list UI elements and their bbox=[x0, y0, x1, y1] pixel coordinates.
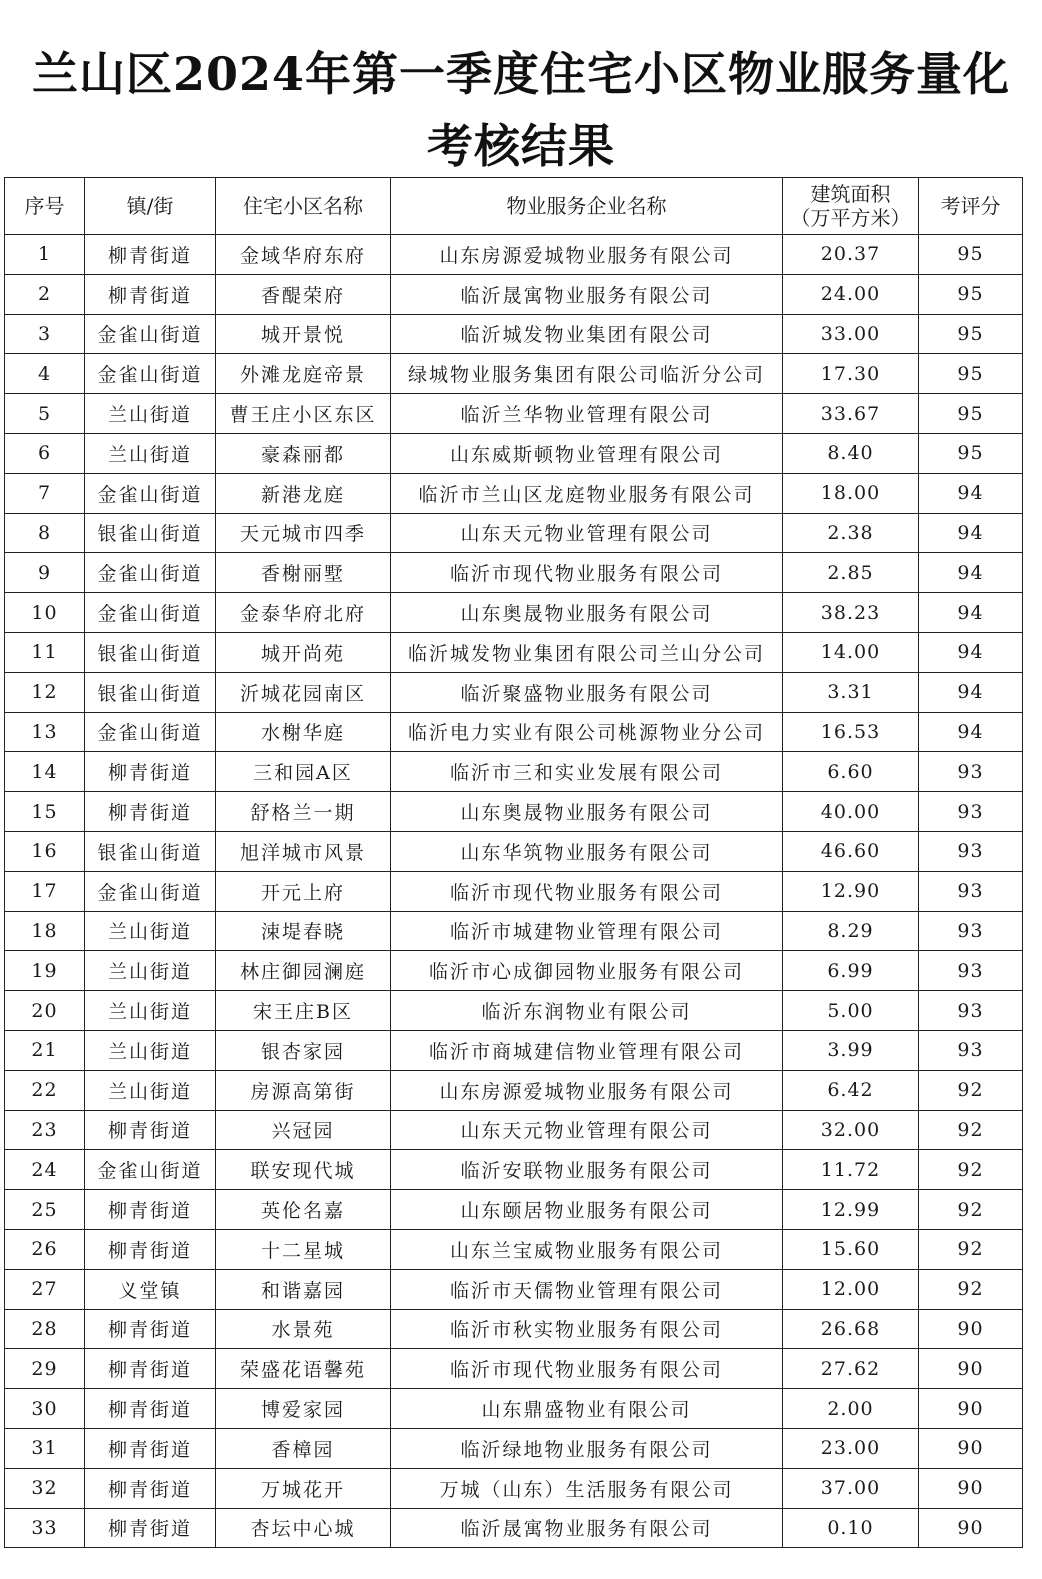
cell-seq: 18 bbox=[5, 911, 85, 951]
cell-score: 93 bbox=[919, 792, 1023, 832]
cell-street: 兰山街道 bbox=[85, 911, 216, 951]
cell-community: 十二星城 bbox=[216, 1229, 391, 1269]
table-row bbox=[5, 394, 1023, 434]
cell-area: 2.38 bbox=[783, 513, 919, 553]
table-row bbox=[5, 1508, 1023, 1548]
table-body bbox=[5, 235, 1023, 1548]
table-row bbox=[5, 911, 1023, 951]
cell-seq: 25 bbox=[5, 1190, 85, 1230]
cell-area: 38.23 bbox=[783, 593, 919, 633]
cell-score: 94 bbox=[919, 632, 1023, 672]
cell-community: 万城花开 bbox=[216, 1468, 391, 1508]
cell-area: 37.00 bbox=[783, 1468, 919, 1508]
cell-community: 天元城市四季 bbox=[216, 513, 391, 553]
cell-company: 山东鼎盛物业有限公司 bbox=[391, 1389, 783, 1429]
cell-community: 房源高第街 bbox=[216, 1070, 391, 1110]
cell-area: 33.00 bbox=[783, 314, 919, 354]
header-area bbox=[783, 178, 919, 235]
cell-area: 12.99 bbox=[783, 1190, 919, 1230]
cell-company: 山东颐居物业服务有限公司 bbox=[391, 1190, 783, 1230]
cell-street: 银雀山街道 bbox=[85, 672, 216, 712]
cell-seq: 2 bbox=[5, 274, 85, 314]
cell-area: 12.00 bbox=[783, 1269, 919, 1309]
cell-seq: 31 bbox=[5, 1428, 85, 1468]
cell-seq: 28 bbox=[5, 1309, 85, 1349]
cell-score: 95 bbox=[919, 394, 1023, 434]
table-row bbox=[5, 513, 1023, 553]
cell-score: 90 bbox=[919, 1389, 1023, 1429]
cell-company: 临沂市天儒物业管理有限公司 bbox=[391, 1269, 783, 1309]
cell-company: 临沂电力实业有限公司桃源物业分公司 bbox=[391, 712, 783, 752]
cell-seq: 33 bbox=[5, 1508, 85, 1548]
cell-company: 临沂市商城建信物业管理有限公司 bbox=[391, 1030, 783, 1070]
cell-area: 32.00 bbox=[783, 1110, 919, 1150]
cell-score: 94 bbox=[919, 513, 1023, 553]
cell-area: 40.00 bbox=[783, 792, 919, 832]
cell-community: 杏坛中心城 bbox=[216, 1508, 391, 1548]
cell-street: 柳青街道 bbox=[85, 1309, 216, 1349]
table-row bbox=[5, 831, 1023, 871]
cell-area: 3.99 bbox=[783, 1030, 919, 1070]
cell-street: 柳青街道 bbox=[85, 235, 216, 275]
cell-community: 沂城花园南区 bbox=[216, 672, 391, 712]
cell-score: 92 bbox=[919, 1070, 1023, 1110]
cell-community: 金泰华府北府 bbox=[216, 593, 391, 633]
page-title-line2: 考核结果 bbox=[427, 119, 615, 173]
cell-community: 宋王庄B区 bbox=[216, 991, 391, 1031]
cell-area: 8.40 bbox=[783, 433, 919, 473]
cell-company: 山东奥晟物业服务有限公司 bbox=[391, 792, 783, 832]
cell-community: 涑堤春晓 bbox=[216, 911, 391, 951]
cell-company: 临沂市心成御园物业服务有限公司 bbox=[391, 951, 783, 991]
cell-street: 柳青街道 bbox=[85, 274, 216, 314]
header-street: 镇/街 bbox=[85, 178, 216, 235]
cell-street: 银雀山街道 bbox=[85, 831, 216, 871]
header-community: 住宅小区名称 bbox=[216, 178, 391, 235]
header-area-line1: 建筑面积 bbox=[810, 182, 891, 206]
table-row bbox=[5, 553, 1023, 593]
cell-company: 临沂兰华物业管理有限公司 bbox=[391, 394, 783, 434]
header-score: 考评分 bbox=[919, 178, 1023, 235]
cell-score: 90 bbox=[919, 1309, 1023, 1349]
cell-area: 11.72 bbox=[783, 1150, 919, 1190]
cell-street: 兰山街道 bbox=[85, 991, 216, 1031]
cell-score: 93 bbox=[919, 831, 1023, 871]
cell-seq: 14 bbox=[5, 752, 85, 792]
table-row bbox=[5, 951, 1023, 991]
cell-score: 92 bbox=[919, 1269, 1023, 1309]
cell-area: 24.00 bbox=[783, 274, 919, 314]
cell-score: 90 bbox=[919, 1468, 1023, 1508]
cell-seq: 9 bbox=[5, 553, 85, 593]
cell-score: 95 bbox=[919, 235, 1023, 275]
cell-street: 义堂镇 bbox=[85, 1269, 216, 1309]
cell-street: 柳青街道 bbox=[85, 1468, 216, 1508]
cell-seq: 4 bbox=[5, 354, 85, 394]
table-row bbox=[5, 1349, 1023, 1389]
cell-street: 金雀山街道 bbox=[85, 712, 216, 752]
cell-community: 外滩龙庭帝景 bbox=[216, 354, 391, 394]
cell-street: 银雀山街道 bbox=[85, 632, 216, 672]
cell-seq: 16 bbox=[5, 831, 85, 871]
cell-street: 柳青街道 bbox=[85, 1389, 216, 1429]
cell-company: 临沂市兰山区龙庭物业服务有限公司 bbox=[391, 473, 783, 513]
cell-street: 金雀山街道 bbox=[85, 1150, 216, 1190]
cell-company: 临沂城发物业集团有限公司 bbox=[391, 314, 783, 354]
cell-seq: 19 bbox=[5, 951, 85, 991]
header-area-line2: （万平方米） bbox=[790, 206, 911, 230]
cell-community: 三和园A区 bbox=[216, 752, 391, 792]
cell-community: 香榭丽墅 bbox=[216, 553, 391, 593]
cell-seq: 13 bbox=[5, 712, 85, 752]
cell-street: 金雀山街道 bbox=[85, 593, 216, 633]
cell-score: 92 bbox=[919, 1110, 1023, 1150]
cell-seq: 8 bbox=[5, 513, 85, 553]
cell-community: 曹王庄小区东区 bbox=[216, 394, 391, 434]
cell-company: 山东天元物业管理有限公司 bbox=[391, 513, 783, 553]
table-row bbox=[5, 1309, 1023, 1349]
cell-area: 14.00 bbox=[783, 632, 919, 672]
cell-area: 15.60 bbox=[783, 1229, 919, 1269]
cell-area: 2.00 bbox=[783, 1389, 919, 1429]
cell-score: 93 bbox=[919, 911, 1023, 951]
cell-seq: 26 bbox=[5, 1229, 85, 1269]
cell-score: 95 bbox=[919, 354, 1023, 394]
table-row bbox=[5, 1070, 1023, 1110]
cell-company: 临沂市秋实物业服务有限公司 bbox=[391, 1309, 783, 1349]
cell-seq: 10 bbox=[5, 593, 85, 633]
table-row bbox=[5, 593, 1023, 633]
cell-area: 17.30 bbox=[783, 354, 919, 394]
table-row bbox=[5, 235, 1023, 275]
cell-community: 香醍荣府 bbox=[216, 274, 391, 314]
cell-area: 2.85 bbox=[783, 553, 919, 593]
cell-score: 94 bbox=[919, 473, 1023, 513]
cell-street: 兰山街道 bbox=[85, 433, 216, 473]
cell-area: 20.37 bbox=[783, 235, 919, 275]
cell-score: 95 bbox=[919, 314, 1023, 354]
cell-seq: 20 bbox=[5, 991, 85, 1031]
cell-area: 6.99 bbox=[783, 951, 919, 991]
cell-company: 山东兰宝威物业服务有限公司 bbox=[391, 1229, 783, 1269]
table-row bbox=[5, 433, 1023, 473]
table-row bbox=[5, 632, 1023, 672]
cell-street: 金雀山街道 bbox=[85, 354, 216, 394]
cell-community: 英伦名嘉 bbox=[216, 1190, 391, 1230]
cell-score: 90 bbox=[919, 1349, 1023, 1389]
cell-area: 26.68 bbox=[783, 1309, 919, 1349]
table-row bbox=[5, 1190, 1023, 1230]
table-row bbox=[5, 712, 1023, 752]
cell-area: 12.90 bbox=[783, 871, 919, 911]
cell-street: 银雀山街道 bbox=[85, 513, 216, 553]
cell-score: 93 bbox=[919, 752, 1023, 792]
table-row bbox=[5, 991, 1023, 1031]
cell-company: 临沂晟寓物业服务有限公司 bbox=[391, 274, 783, 314]
table-row bbox=[5, 752, 1023, 792]
cell-company: 临沂市现代物业服务有限公司 bbox=[391, 553, 783, 593]
table-row bbox=[5, 871, 1023, 911]
table-row bbox=[5, 473, 1023, 513]
cell-seq: 5 bbox=[5, 394, 85, 434]
cell-area: 3.31 bbox=[783, 672, 919, 712]
cell-area: 6.42 bbox=[783, 1070, 919, 1110]
table-row bbox=[5, 1389, 1023, 1429]
table-row bbox=[5, 1150, 1023, 1190]
cell-community: 舒格兰一期 bbox=[216, 792, 391, 832]
cell-score: 95 bbox=[919, 433, 1023, 473]
cell-community: 城开景悦 bbox=[216, 314, 391, 354]
table-row bbox=[5, 1229, 1023, 1269]
cell-score: 93 bbox=[919, 951, 1023, 991]
cell-company: 临沂晟寓物业服务有限公司 bbox=[391, 1508, 783, 1548]
cell-company: 临沂安联物业服务有限公司 bbox=[391, 1150, 783, 1190]
table-row bbox=[5, 314, 1023, 354]
cell-area: 18.00 bbox=[783, 473, 919, 513]
cell-street: 金雀山街道 bbox=[85, 553, 216, 593]
cell-street: 兰山街道 bbox=[85, 1030, 216, 1070]
cell-company: 山东房源爱城物业服务有限公司 bbox=[391, 235, 783, 275]
table-row bbox=[5, 1468, 1023, 1508]
cell-community: 豪森丽都 bbox=[216, 433, 391, 473]
cell-company: 临沂市现代物业服务有限公司 bbox=[391, 871, 783, 911]
cell-seq: 1 bbox=[5, 235, 85, 275]
cell-community: 城开尚苑 bbox=[216, 632, 391, 672]
cell-score: 92 bbox=[919, 1190, 1023, 1230]
cell-street: 柳青街道 bbox=[85, 1229, 216, 1269]
table-row bbox=[5, 1428, 1023, 1468]
cell-seq: 30 bbox=[5, 1389, 85, 1429]
cell-company: 临沂聚盛物业服务有限公司 bbox=[391, 672, 783, 712]
page-title: 兰山区2024年第一季度住宅小区物业服务量化 bbox=[31, 47, 1011, 101]
cell-street: 柳青街道 bbox=[85, 1349, 216, 1389]
cell-community: 新港龙庭 bbox=[216, 473, 391, 513]
cell-score: 95 bbox=[919, 274, 1023, 314]
cell-community: 和谐嘉园 bbox=[216, 1269, 391, 1309]
cell-community: 香樟园 bbox=[216, 1428, 391, 1468]
cell-street: 兰山街道 bbox=[85, 394, 216, 434]
table-row bbox=[5, 1110, 1023, 1150]
cell-street: 兰山街道 bbox=[85, 1070, 216, 1110]
cell-seq: 7 bbox=[5, 473, 85, 513]
cell-area: 16.53 bbox=[783, 712, 919, 752]
cell-community: 水景苑 bbox=[216, 1309, 391, 1349]
cell-street: 兰山街道 bbox=[85, 951, 216, 991]
cell-community: 林庄御园澜庭 bbox=[216, 951, 391, 991]
cell-street: 柳青街道 bbox=[85, 1110, 216, 1150]
cell-street: 金雀山街道 bbox=[85, 871, 216, 911]
table-row bbox=[5, 1269, 1023, 1309]
cell-street: 柳青街道 bbox=[85, 1508, 216, 1548]
cell-community: 水榭华庭 bbox=[216, 712, 391, 752]
cell-area: 5.00 bbox=[783, 991, 919, 1031]
table-header-row bbox=[5, 178, 1023, 235]
cell-seq: 23 bbox=[5, 1110, 85, 1150]
cell-company: 山东华筑物业服务有限公司 bbox=[391, 831, 783, 871]
table-row bbox=[5, 792, 1023, 832]
cell-score: 92 bbox=[919, 1150, 1023, 1190]
cell-community: 旭洋城市风景 bbox=[216, 831, 391, 871]
cell-seq: 15 bbox=[5, 792, 85, 832]
cell-seq: 6 bbox=[5, 433, 85, 473]
cell-street: 柳青街道 bbox=[85, 752, 216, 792]
cell-company: 山东威斯顿物业管理有限公司 bbox=[391, 433, 783, 473]
cell-area: 23.00 bbox=[783, 1428, 919, 1468]
cell-street: 柳青街道 bbox=[85, 1428, 216, 1468]
cell-community: 银杏家园 bbox=[216, 1030, 391, 1070]
cell-street: 柳青街道 bbox=[85, 1190, 216, 1230]
cell-area: 0.10 bbox=[783, 1508, 919, 1548]
cell-score: 93 bbox=[919, 871, 1023, 911]
cell-community: 博爱家园 bbox=[216, 1389, 391, 1429]
cell-company: 临沂市现代物业服务有限公司 bbox=[391, 1349, 783, 1389]
cell-area: 46.60 bbox=[783, 831, 919, 871]
cell-score: 92 bbox=[919, 1229, 1023, 1269]
cell-seq: 22 bbox=[5, 1070, 85, 1110]
table-row bbox=[5, 354, 1023, 394]
cell-seq: 21 bbox=[5, 1030, 85, 1070]
cell-seq: 12 bbox=[5, 672, 85, 712]
table-row bbox=[5, 1030, 1023, 1070]
cell-community: 开元上府 bbox=[216, 871, 391, 911]
table-row bbox=[5, 672, 1023, 712]
cell-score: 94 bbox=[919, 553, 1023, 593]
cell-score: 93 bbox=[919, 991, 1023, 1031]
cell-score: 94 bbox=[919, 672, 1023, 712]
table-row bbox=[5, 274, 1023, 314]
cell-company: 山东奥晟物业服务有限公司 bbox=[391, 593, 783, 633]
cell-company: 临沂市三和实业发展有限公司 bbox=[391, 752, 783, 792]
cell-company: 绿城物业服务集团有限公司临沂分公司 bbox=[391, 354, 783, 394]
cell-score: 90 bbox=[919, 1508, 1023, 1548]
cell-area: 27.62 bbox=[783, 1349, 919, 1389]
cell-company: 临沂市城建物业管理有限公司 bbox=[391, 911, 783, 951]
cell-seq: 11 bbox=[5, 632, 85, 672]
cell-street: 金雀山街道 bbox=[85, 314, 216, 354]
results-table bbox=[4, 177, 1023, 1548]
cell-area: 6.60 bbox=[783, 752, 919, 792]
cell-company: 临沂城发物业集团有限公司兰山分公司 bbox=[391, 632, 783, 672]
cell-company: 临沂东润物业有限公司 bbox=[391, 991, 783, 1031]
cell-seq: 27 bbox=[5, 1269, 85, 1309]
cell-community: 金域华府东府 bbox=[216, 235, 391, 275]
cell-community: 联安现代城 bbox=[216, 1150, 391, 1190]
cell-seq: 17 bbox=[5, 871, 85, 911]
cell-seq: 29 bbox=[5, 1349, 85, 1389]
cell-street: 柳青街道 bbox=[85, 792, 216, 832]
cell-street: 金雀山街道 bbox=[85, 473, 216, 513]
cell-score: 94 bbox=[919, 712, 1023, 752]
cell-community: 兴冠园 bbox=[216, 1110, 391, 1150]
header-company: 物业服务企业名称 bbox=[391, 178, 783, 235]
cell-company: 万城（山东）生活服务有限公司 bbox=[391, 1468, 783, 1508]
cell-score: 90 bbox=[919, 1428, 1023, 1468]
cell-area: 33.67 bbox=[783, 394, 919, 434]
cell-seq: 24 bbox=[5, 1150, 85, 1190]
header-seq: 序号 bbox=[5, 178, 85, 235]
cell-seq: 3 bbox=[5, 314, 85, 354]
cell-community: 荣盛花语馨苑 bbox=[216, 1349, 391, 1389]
cell-score: 93 bbox=[919, 1030, 1023, 1070]
cell-company: 临沂绿地物业服务有限公司 bbox=[391, 1428, 783, 1468]
cell-area: 8.29 bbox=[783, 911, 919, 951]
cell-score: 94 bbox=[919, 593, 1023, 633]
cell-company: 山东天元物业管理有限公司 bbox=[391, 1110, 783, 1150]
cell-company: 山东房源爱城物业服务有限公司 bbox=[391, 1070, 783, 1110]
cell-seq: 32 bbox=[5, 1468, 85, 1508]
